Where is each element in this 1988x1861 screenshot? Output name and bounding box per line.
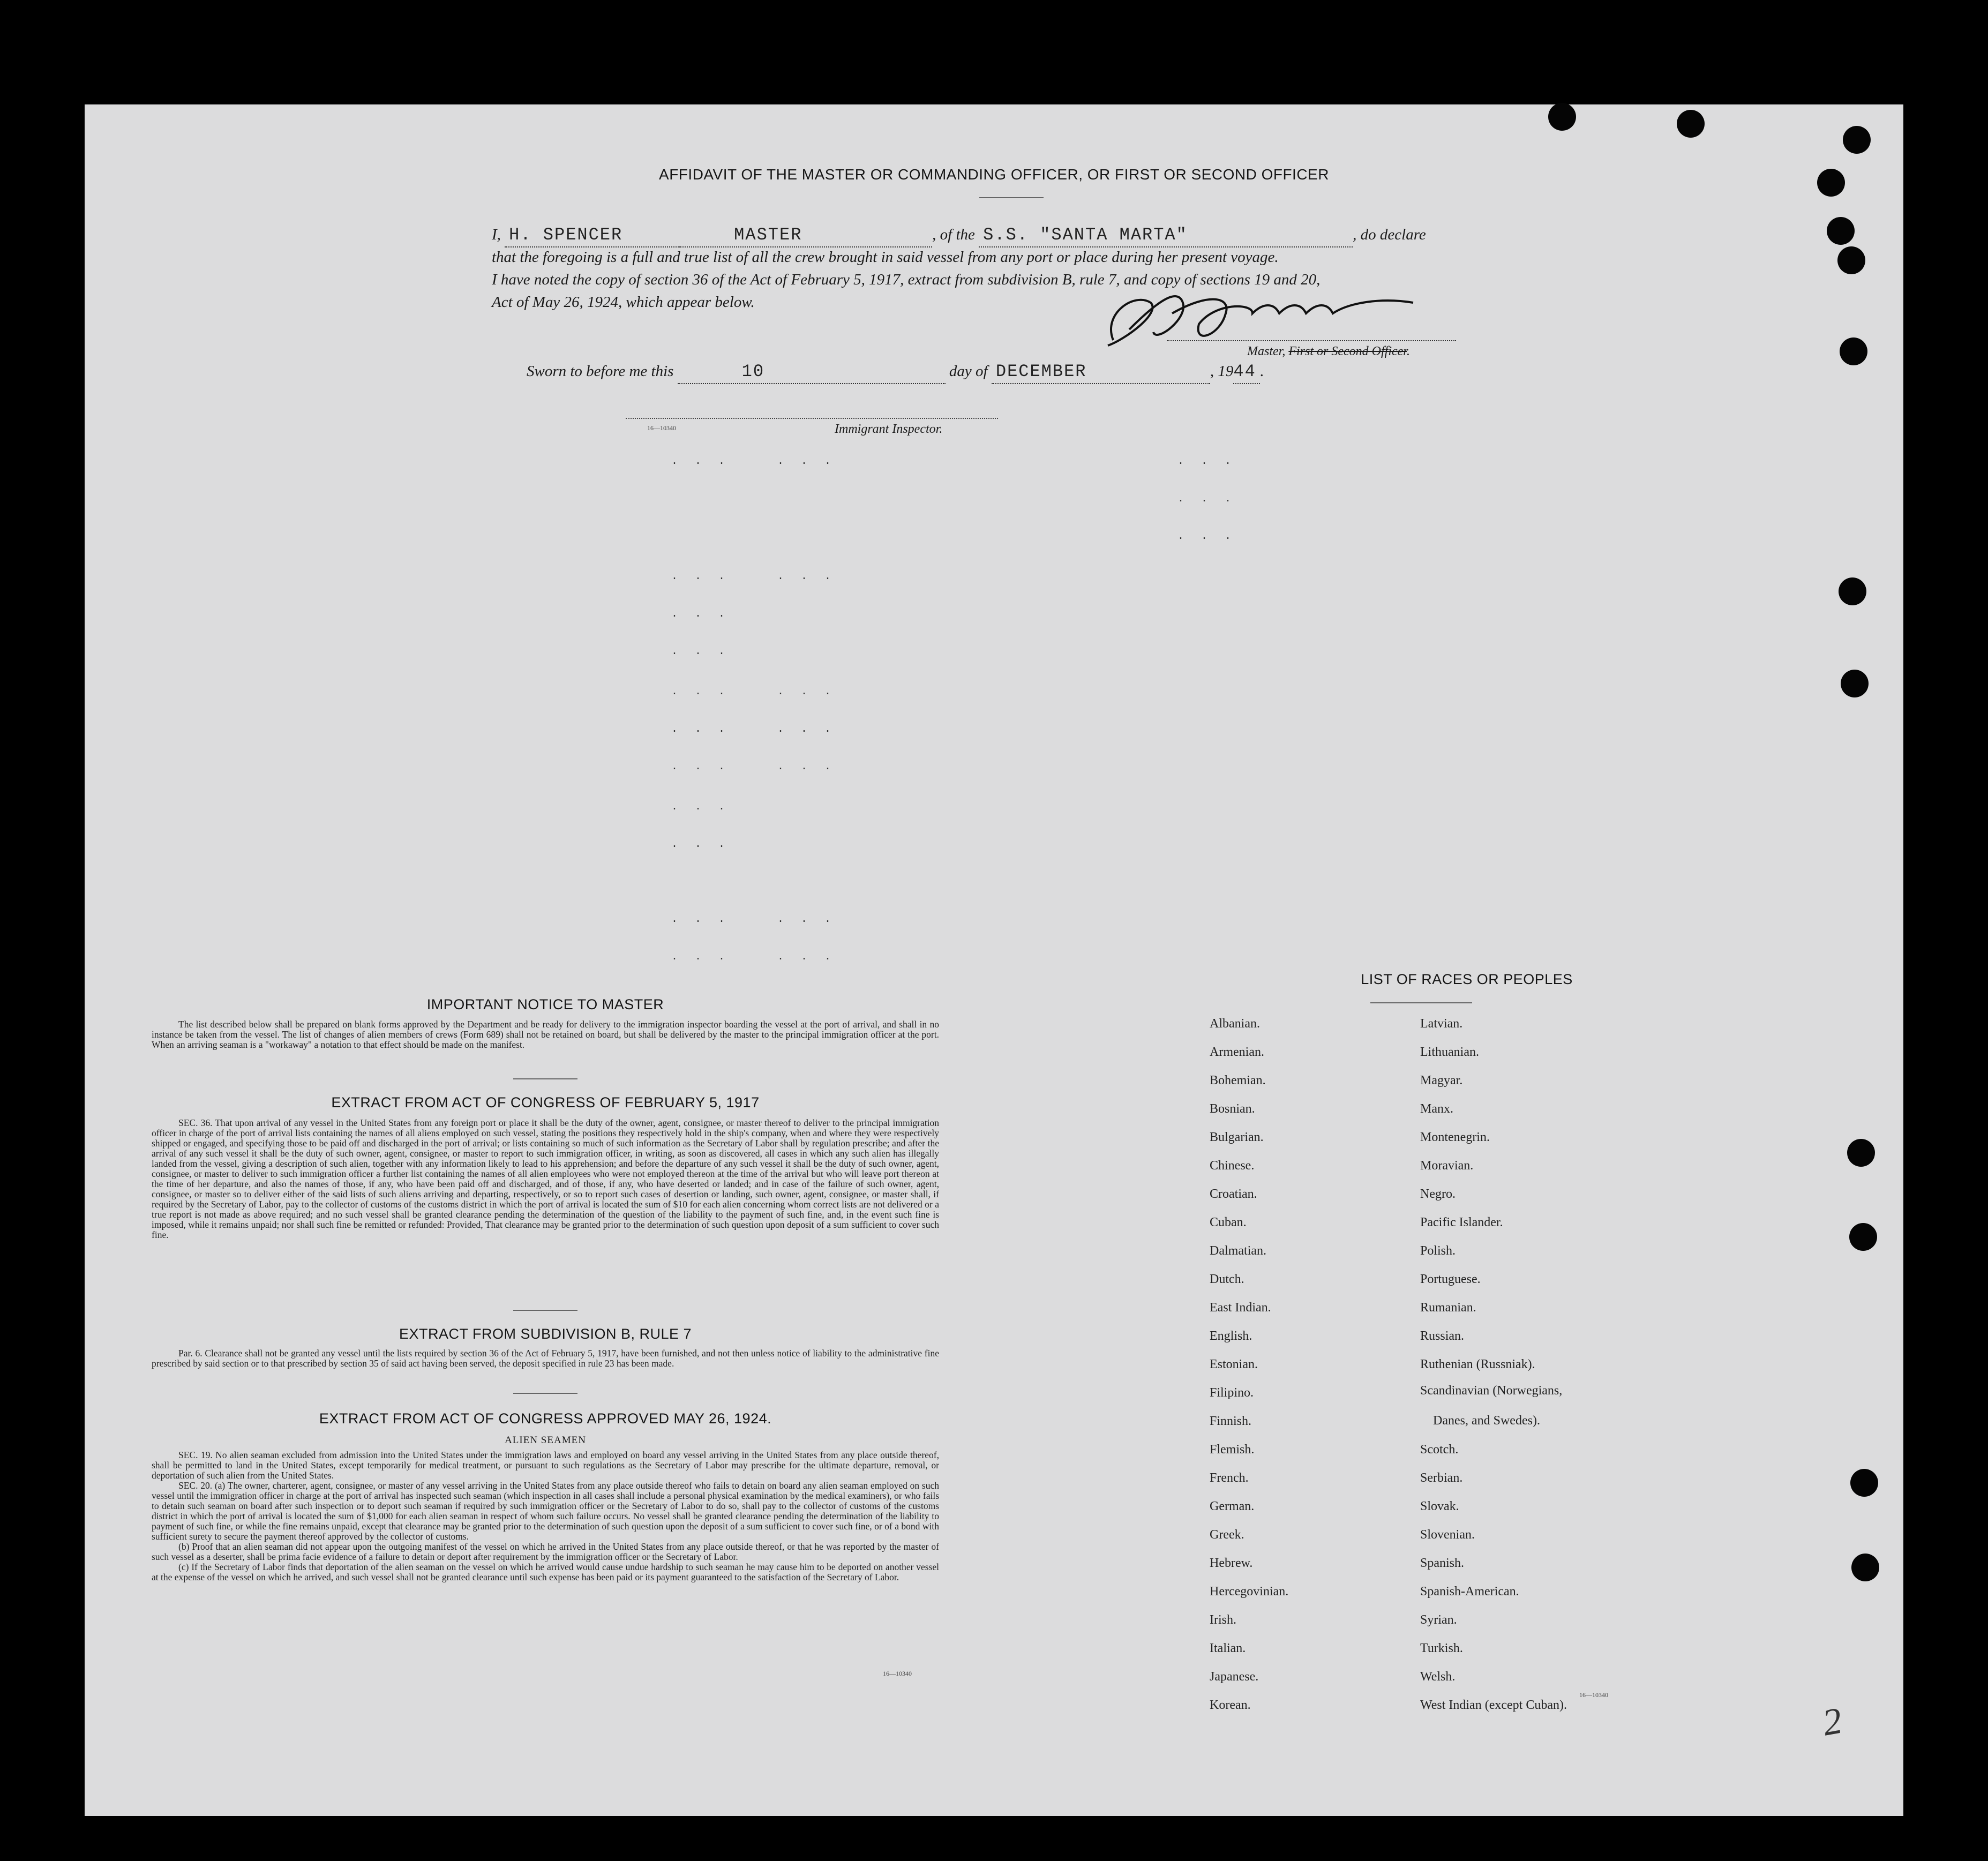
race-item: Flemish. xyxy=(1210,1443,1255,1457)
race-item: Hercegovinian. xyxy=(1210,1585,1289,1599)
race-item: Spanish. xyxy=(1420,1556,1465,1570)
punch-hole xyxy=(1849,1223,1877,1251)
race-item: Japanese. xyxy=(1210,1670,1259,1684)
race-item: Portuguese. xyxy=(1420,1272,1481,1286)
master-name-field[interactable]: H. SPENCER xyxy=(505,224,680,247)
rank-field[interactable]: MASTER xyxy=(680,224,932,247)
races-title: LIST OF RACES OR PEOPLES xyxy=(1361,971,1573,987)
race-item-continuation: Danes, and Swedes). xyxy=(1433,1414,1540,1428)
race-item: Latvian. xyxy=(1420,1017,1463,1031)
notice-divider xyxy=(513,1078,577,1079)
race-item: Greek. xyxy=(1210,1528,1244,1542)
form-number-bottom: 16—10340 xyxy=(883,1670,912,1677)
race-item: East Indian. xyxy=(1210,1301,1271,1315)
punch-hole xyxy=(1840,337,1867,365)
race-item: Korean. xyxy=(1210,1698,1251,1712)
race-item: Serbian. xyxy=(1420,1471,1463,1485)
race-item: West Indian (except Cuban). xyxy=(1420,1698,1567,1712)
race-item: Montenegrin. xyxy=(1420,1130,1490,1144)
race-item: Hebrew. xyxy=(1210,1556,1253,1570)
caption-struck: First or Second Officer xyxy=(1288,344,1407,358)
race-item: Turkish. xyxy=(1420,1641,1463,1655)
extract-rule7-title: EXTRACT FROM SUBDIVISION B, RULE 7 xyxy=(399,1326,692,1342)
race-item: Finnish. xyxy=(1210,1414,1252,1428)
margin-mark: 2 xyxy=(1819,1700,1846,1744)
sworn-line xyxy=(527,360,1384,384)
alien-seamen-subtitle: ALIEN SEAMEN xyxy=(505,1435,586,1446)
punch-hole xyxy=(1851,1554,1879,1581)
race-item: Syrian. xyxy=(1420,1613,1457,1627)
inspector-caption: Immigrant Inspector. xyxy=(835,422,943,436)
form-number-races: 16—10340 xyxy=(1579,1691,1608,1699)
race-item: Slovak. xyxy=(1420,1499,1459,1513)
race-item: Magyar. xyxy=(1420,1074,1463,1087)
year-suffix: . xyxy=(1260,363,1264,380)
race-item: Slovenian. xyxy=(1420,1528,1475,1542)
notice-title: IMPORTANT NOTICE TO MASTER xyxy=(426,996,664,1012)
race-item: Scotch. xyxy=(1420,1443,1459,1457)
race-item: Irish. xyxy=(1210,1613,1236,1627)
punch-hole xyxy=(1850,1469,1878,1497)
race-item: Bohemian. xyxy=(1210,1074,1266,1087)
race-item: Moravian. xyxy=(1420,1159,1474,1173)
race-item: Bulgarian. xyxy=(1210,1130,1264,1144)
notice-body: The list described below shall be prepared on blank forms approved by the Department and be ready for delivery to the immigration inspector boarding the vessel at the port of arrival, and shall in no instance be taken from the vessel. The list of changes of alien members of crews (Form 689) shall not be retained on board, but shall be delivered by the master to the principal immigration officer at the port. When an arriving seaman is a "workaway" a notation to that effect should be made on the manifest. xyxy=(152,1019,939,1050)
race-item: Cuban. xyxy=(1210,1215,1247,1229)
race-item: Dalmatian. xyxy=(1210,1244,1266,1258)
race-item: Dutch. xyxy=(1210,1272,1244,1286)
extract-rule7-body: Par. 6. Clearance shall not be granted any vessel until the lists required by section 36 of the Act of February 5, 1917, have been furnished, and not then unless notice of liability to the administrative fine prescribed by said section or to that prescribed by section 35 of said act having been served, the deposit specified in rule 23 has been made. xyxy=(152,1348,939,1369)
extract-1924-body xyxy=(152,1450,939,1582)
race-item: German. xyxy=(1210,1499,1255,1513)
race-item: French. xyxy=(1210,1471,1249,1485)
race-item: Russian. xyxy=(1420,1329,1465,1343)
day-field[interactable]: 10 xyxy=(678,361,946,384)
extract-1924-title: EXTRACT FROM ACT OF CONGRESS APPROVED MAY 26, 1924. xyxy=(319,1410,772,1427)
act1924-divider xyxy=(513,1393,577,1394)
race-item: Pacific Islander. xyxy=(1420,1215,1503,1229)
race-item: Manx. xyxy=(1420,1102,1453,1116)
vessel-name-field[interactable]: S.S. "SANTA MARTA" xyxy=(979,224,1353,247)
extract-1917-title: EXTRACT FROM ACT OF CONGRESS OF FEBRUARY 5, 1917 xyxy=(331,1094,760,1110)
punch-hole xyxy=(1847,1139,1875,1167)
punch-hole xyxy=(1817,169,1845,197)
declaration-line-2: that the foregoing is a full and true list of all the crew brought in said vessel from any port or place during her present voyage. xyxy=(492,249,1279,266)
sec20b-text: (b) Proof that an alien seaman did not appear upon the outgoing manifest of the vessel on which he arrived in the United States from any place outside thereof, or that he was reported by the master of such vessel as a deserter, shall be prima facie evidence of a failure to detain or deport after requirement by the immigration officer or the Secretary of Labor. xyxy=(152,1541,939,1562)
affidavit-title: AFFIDAVIT OF THE MASTER OR COMMANDING OFFICER, OR FIRST OR SECOND OFFICER xyxy=(659,166,1329,183)
races-divider xyxy=(1370,1002,1472,1003)
race-item: Croatian. xyxy=(1210,1187,1257,1201)
race-item: Albanian. xyxy=(1210,1017,1260,1031)
race-item: Rumanian. xyxy=(1420,1301,1476,1315)
form-number-top: 16—10340 xyxy=(647,424,676,432)
sworn-label: Sworn to before me this xyxy=(527,363,674,380)
race-item: Ruthenian (Russniak). xyxy=(1420,1357,1535,1371)
declaration-line-3: I have noted the copy of section 36 of the Act of February 5, 1917, extract from subdivision B, rule 7, and copy of sections 19 and 20, xyxy=(492,271,1321,288)
declaration-line-4: Act of May 26, 1924, which appear below. xyxy=(492,294,755,311)
signature-caption xyxy=(1247,340,1410,363)
rule7-divider xyxy=(513,1310,577,1311)
month-field[interactable]: DECEMBER xyxy=(992,361,1210,384)
race-item: English. xyxy=(1210,1329,1252,1343)
punch-hole xyxy=(1548,103,1576,131)
punch-hole xyxy=(1843,126,1871,154)
sec19-text: SEC. 19. No alien seaman excluded from admission into the United States under the immigration laws and employed on board any vessel arriving in the United States from any place outside thereof, shall be permitted to land in the United States, except temporarily for medical treatment, or pursuant to such regulations as the Secretary of Labor may prescribe for the ultimate departure, removal, or deportation of such alien from the United States. xyxy=(152,1450,939,1481)
race-item: Estonian. xyxy=(1210,1357,1258,1371)
sec20c-text: (c) If the Secretary of Labor finds that deportation of the alien seaman on the vessel on which he arrived would cause undue hardship to such seaman he may cause him to be deported on another vessel at the expense of the vessel on which he arrived, and such vessel shall not be granted clearance until such expense has been paid or its payment guaranteed to the satisfaction of the Secretary of Labor. xyxy=(152,1562,939,1582)
race-item: Chinese. xyxy=(1210,1159,1255,1173)
punch-hole xyxy=(1677,110,1705,138)
punch-hole xyxy=(1837,246,1865,274)
title-divider xyxy=(979,197,1044,198)
caption-period: . xyxy=(1406,344,1410,358)
race-item: Welsh. xyxy=(1420,1670,1456,1684)
race-item: Armenian. xyxy=(1210,1045,1264,1059)
punch-hole xyxy=(1839,577,1866,605)
races-left-column xyxy=(1210,1010,1413,1720)
race-item: Scandinavian (Norwegians, xyxy=(1420,1384,1563,1398)
races-right-column xyxy=(1420,1010,1677,1720)
document-sheet: AFFIDAVIT OF THE MASTER OR COMMANDING OFFICER, OR FIRST OR SECOND OFFICER I, H. SPENCER MASTER , of the S.S. "SANTA MARTA" , do declare that the foregoing is a full and true list of all the crew brought in said vessel from any port or place during her present voyage. I have noted the copy of section 36 of the Act of February 5, 1917, extract from subdivision B, rule 7, and copy of sections 19 and 20, Act of May 26, 1924, which appear below. Master, First or Second Officer. Sworn to before me this 10 day of DECEMBER , 1944 . 16—10340 Immigrant Inspector. . . . . . . . . . . . . . . . . . . . . . . . . . . . . . . . . . . . . . . . . . . . . . . . . . . . . . . . . . . . . . . . IMPORTANT NOTICE TO MASTER The list described below shall be prepared on blank forms approved by the Department and be ready for delivery to the immigration inspector boarding the vessel at the port of arrival, and shall in no instance be taken from the vessel. The list of changes of alien members of crews (Form 689) shall not be retained on board, but shall be delivered by the master to the principal immigration officer at the port. When an arriving seaman is a "workaway" a notation to that effect should be made on the manifest. EXTRACT FROM ACT OF CONGRESS OF FEBRUARY 5, 1917 SEC. 36. That upon arrival of any vessel in the United States from any foreign port or place it shall be the duty of the owner, agent, consignee, or master thereof to deliver to the principal immigration officer in charge of the port of arrival lists containing the names of all aliens employed on such vessel, stating the positions they respectively hold in the ship's company, when and where they were respectively shipped or engaged, and specifying those to be paid off and discharged in the port of arrival; or lists containing so much of such information as the Secretary of Labor shall by regulation prescribe; and after the arrival of any such vessel it shall be the duty of such owner, agent, consignee, or master to report to such immigration officer, in writing, as soon as discovered, all cases in which any such alien has illegally landed from the vessel, giving a description of such alien, together with any information likely to lead to his apprehension; and before the departure of any such vessel it shall be the duty of such owner, agent, consignee, or master to deliver to such immigration officer a further list containing the names of all alien employees who were not employed thereon at the time of the arrival but who will leave port thereon at the time of her departure, and also the names of those, if any, who have been paid off and discharged, and of those, if any, who have deserted or landed; and in case of the failure of such owner, agent, consignee, or master so to deliver either of the said lists of such aliens arriving and departing, respectively, or so to report such cases of desertion or landing, such owner, agent, consignee, or master shall, if required by the Secretary of Labor, pay to the collector of customs of the customs district in which the port of arrival is located the sum of $10 for each alien concerning whom correct lists are not delivered or a true report is not made as above required; and no such vessel shall be granted clearance pending the determination of the question of the liability to the payment of such fine, and, in the event such fine is imposed, while it remains unpaid; nor shall such fine be remitted or refunded: Provided, That clearance may be granted prior to the determination of such question upon deposit of a sum sufficient to cover such fine. EXTRACT FROM SUBDIVISION B, RULE 7 Par. 6. Clearance shall not be granted any vessel until the lists required by section 36 of the Act of February 5, 1917, have been furnished, and not then unless notice of liability to the administrative fine prescribed by said section or to that prescribed by section 35 of said act having been served, the deposit specified in rule 23 has been made. EXTRACT FROM ACT OF CONGRESS APPROVED MAY 26, 1924. ALIEN SEAMEN SEC. 19. No alien seaman excluded from admission into the United States under the immigration laws and employed on board any vessel arriving in the United States from any place outside thereof, shall be permitted to land in the United States, except temporarily for medical treatment, or pursuant to such regulations as the Secretary of Labor may prescribe for the ultimate departure, removal, or deportation of such alien from the United States. SEC. 20. (a) The owner, charterer, agent, consignee, or master of any vessel arriving in the United States from any place outside thereof who fails to detain on board any alien seaman employed on such vessel until the immigration officer in charge at the port of arrival has inspected such seaman (which inspection in all cases shall include a personal physical examination by the medical examiners), or who fails to detain such seaman on board after such inspection or to deport such seaman if required by such immigration officer or the Secretary of Labor to do so, shall pay to the collector of customs of the customs district in which the port of arrival is located the sum of $1,000 for each alien seaman in respect of whom such failure occurs. No vessel shall be granted clearance pending the determination of the liability to payment of such fine, or while the fine remains unpaid, except that clearance may be granted prior to the determination of such question upon the deposit of a sum sufficient to cover such fine, or of a bond with sufficient surety to secure the payment thereof approved by the collector of customs. (b) Proof that an alien seaman did not appear upon the outgoing manifest of the vessel on which he arrived in the United States from any place outside thereof, or that he was reported by the master of such vessel as a deserter, shall be prima facie evidence of a failure to detain or deport after requirement by the immigration officer or the Secretary of Labor. (c) If the Secretary of Labor finds that deportation of the alien seaman on the vessel on which he arrived would cause undue hardship to such seaman he may cause him to be deported on another vessel at the expense of the vessel on which he arrived, and such vessel shall not be granted clearance until such expense has been paid or its payment guaranteed to the satisfaction of the Secretary of Labor. 16—10340 LIST OF RACES OR PEOPLES Albanian. Armenian. Bohemian. Bosnian. Bulgarian. Chinese. Croatian. Cuban. Dalmatian. Dutch. East Indian. English. Estonian. Filipino. Finnish. Flemish. French. German. Greek. Hebrew. Hercegovinian. Irish. Italian. Japanese. Korean. Latvian. Lithuanian. Magyar. Manx. Montenegrin. Moravian. Negro. Pacific Islander. Polish. Portuguese. Rumanian. Russian. Ruthenian (Russniak). Scandinavian (Norwegians, Danes, and Swedes). Scotch. Serbian. Slovak. Slovenian. Spanish. Spanish-American. Syrian. Turkish. Welsh. West Indian (except Cuban). 16—10340 2 xyxy=(85,104,1903,1816)
race-item: Filipino. xyxy=(1210,1386,1254,1400)
punch-hole xyxy=(1827,217,1855,245)
caption-master: Master, xyxy=(1247,344,1289,358)
declaration-line-1 xyxy=(492,223,1574,247)
day-of-label: day of xyxy=(949,363,988,380)
punch-hole xyxy=(1841,670,1869,697)
year-field[interactable]: 44 xyxy=(1233,361,1260,384)
race-item: Spanish-American. xyxy=(1420,1585,1519,1599)
i-label: I, xyxy=(492,226,501,243)
race-item: Polish. xyxy=(1420,1244,1456,1258)
extract-1917-body: SEC. 36. That upon arrival of any vessel in the United States from any foreign port or place it shall be the duty of the owner, agent, consignee, or master thereof to deliver to the principal immigration officer in charge of the port of arrival lists containing the names of all aliens employed on such vessel, stating the positions they respectively hold in the ship's company, when and where they were respectively shipped or engaged, and specifying those to be paid off and discharged in the port of arrival; or lists containing so much of such information as the Secretary of Labor shall by regulation prescribe; and after the arrival of any such vessel it shall be the duty of such owner, agent, consignee, or master to report to such immigration officer, in writing, as soon as discovered, all cases in which any such alien has illegally landed from the vessel, giving a description of such alien, together with any information likely to lead to his apprehension; and before the departure of any such vessel it shall be the duty of such owner, agent, consignee, or master to deliver to such immigration officer a further list containing the names of all alien employees who were not employed thereon at the time of the arrival but who will leave port thereon at the time of her departure, and also the names of those, if any, who have been paid off and discharged, and of those, if any, who have deserted or landed; and in case of the failure of such owner, agent, consignee, or master so to deliver either of the said lists of such aliens arriving and departing, respectively, or so to report such cases of desertion or landing, such owner, agent, consignee, or master shall, if required by the Secretary of Labor, pay to the collector of customs of the customs district in which the port of arrival is located the sum of $10 for each alien concerning whom correct lists are not delivered or a true report is not made as above required; and no such vessel shall be granted clearance pending the determination of the question of the liability to the payment of such fine, and, in the event such fine is imposed, while it remains unpaid; nor shall such fine be remitted or refunded: Provided, That clearance may be granted prior to the determination of such question upon deposit of a sum sufficient to cover such fine. xyxy=(152,1117,939,1240)
declare-label: , do declare xyxy=(1353,226,1426,243)
race-item: Italian. xyxy=(1210,1641,1246,1655)
race-item: Negro. xyxy=(1420,1187,1456,1201)
year-prefix: , 19 xyxy=(1210,363,1234,380)
of-the-label: , of the xyxy=(932,226,975,243)
race-item: Bosnian. xyxy=(1210,1102,1255,1116)
sec20a-text: SEC. 20. (a) The owner, charterer, agent, consignee, or master of any vessel arriving in the United States from any place outside thereof who fails to detain on board any alien seaman employed on such vessel until the immigration officer in charge at the port of arrival has inspected such seaman (which inspection in all cases shall include a personal physical examination by the medical examiners), or who fails to detain such seaman on board after such inspection or to deport such seaman if required by such immigration officer or the Secretary of Labor to do so, shall pay to the collector of customs of the customs district in which the port of arrival is located the sum of $1,000 for each alien seaman in respect of whom such failure occurs. No vessel shall be granted clearance pending the determination of the liability to payment of such fine, or while the fine remains unpaid, except that clearance may be granted prior to the determination of such question upon the deposit of a sum sufficient to cover such fine, or of a bond with sufficient surety to secure the payment thereof approved by the collector of customs. xyxy=(152,1480,939,1542)
race-item: Lithuanian. xyxy=(1420,1045,1479,1059)
